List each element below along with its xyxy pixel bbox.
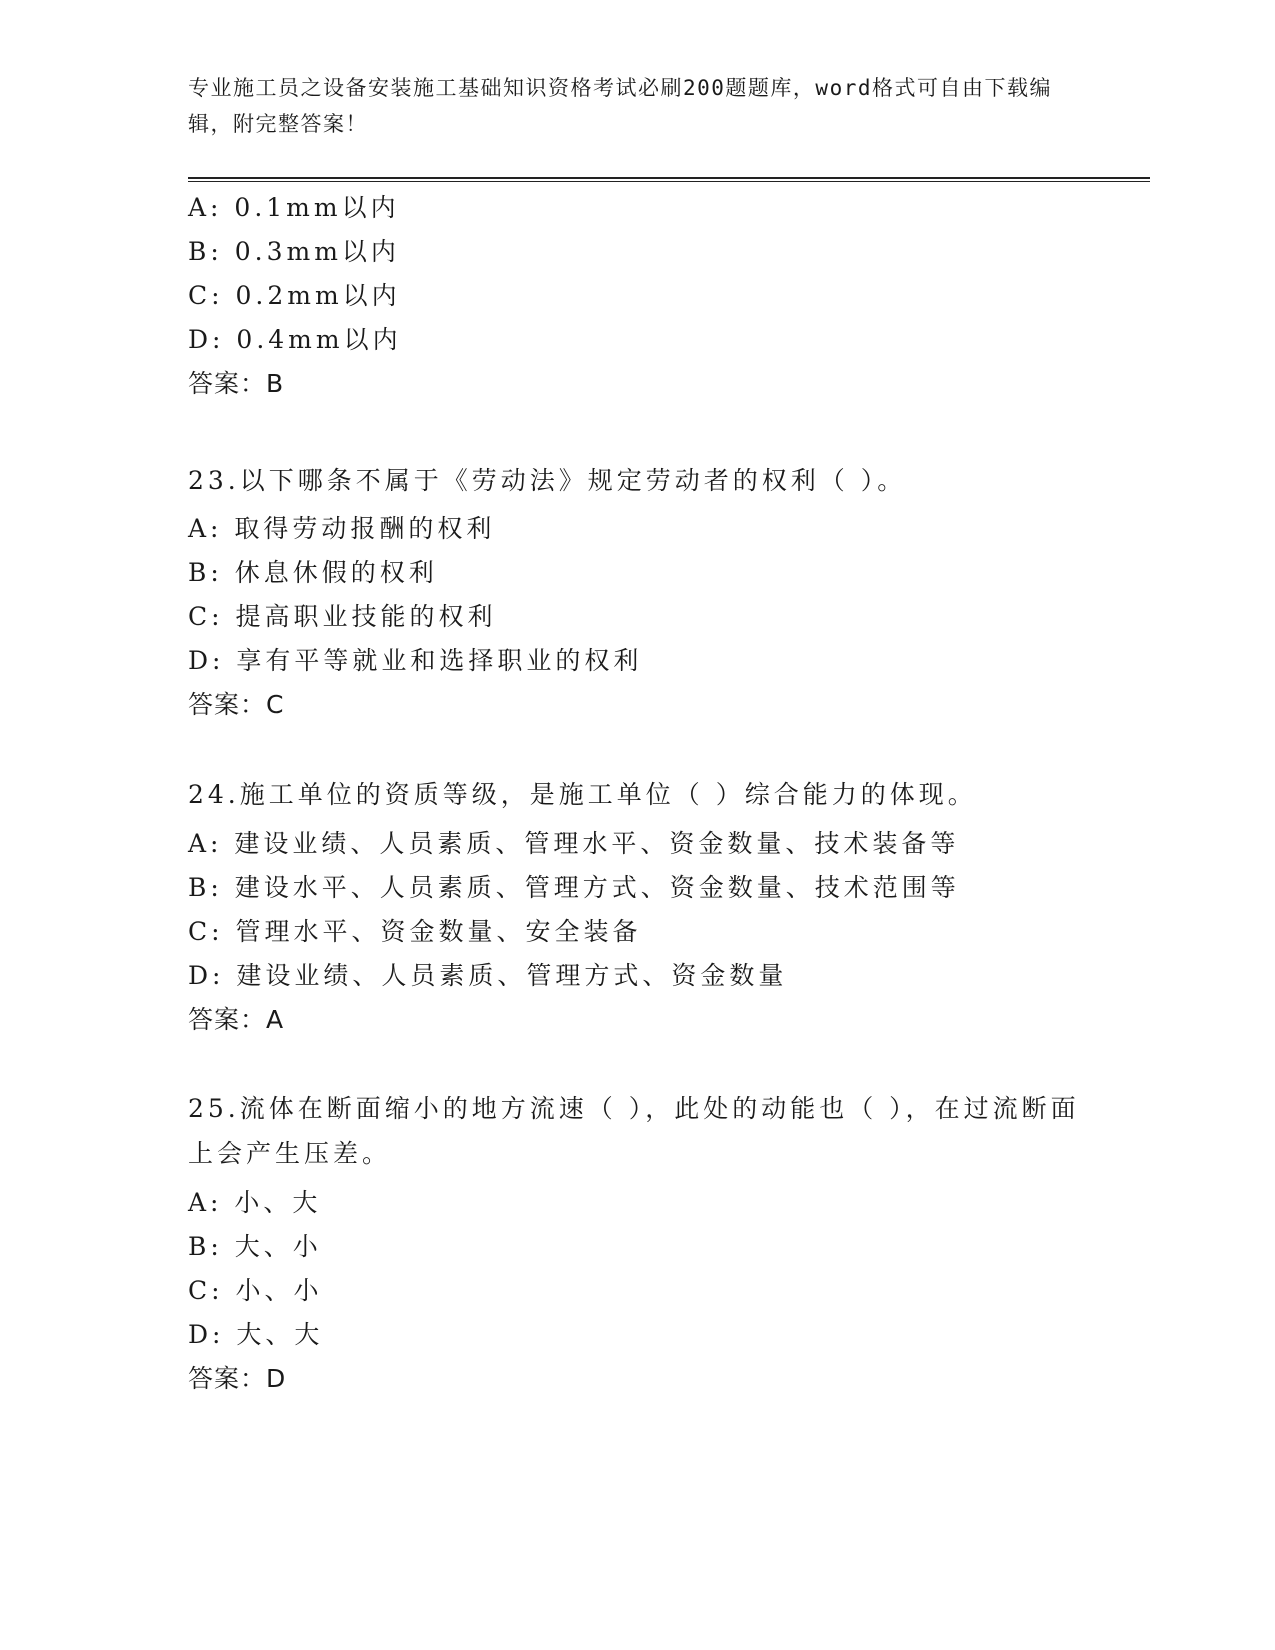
- question-text: 25.流体在断面缩小的地方流速（ ），此处的动能也（ ），在过流断面上会产生压差。: [188, 1094, 1080, 1168]
- option-b: B: 大、小: [188, 1232, 322, 1261]
- question-text: 23.以下哪条不属于《劳动法》规定劳动者的权利（ ）。: [188, 466, 907, 495]
- option-c: C: 提高职业技能的权利: [188, 602, 497, 631]
- option-d: D: 大、大: [188, 1320, 324, 1349]
- answer-line: 答案：A: [188, 1005, 285, 1034]
- answer-line: 答案：B: [188, 369, 285, 398]
- option-d: D: 建设业绩、人员素质、管理方式、资金数量: [188, 961, 788, 990]
- document-header: 专业施工员之设备安装施工基础知识资格考试必刷200题题库，word格式可自由下载编辑，附完整答案！: [188, 76, 1052, 136]
- option-b: B: 0.3mm以内: [188, 237, 400, 266]
- answer-line: 答案：D: [188, 1364, 287, 1393]
- question-text: 24.施工单位的资质等级，是施工单位（ ）综合能力的体现。: [188, 780, 977, 809]
- option-a: A: 小、大: [188, 1188, 322, 1217]
- option-a: A: 0.1mm以内: [188, 193, 400, 222]
- option-a: A: 取得劳动报酬的权利: [188, 514, 496, 543]
- option-c: C: 0.2mm以内: [188, 281, 401, 310]
- option-c: C: 小、小: [188, 1276, 323, 1305]
- option-d: D: 0.4mm以内: [188, 325, 402, 354]
- answer-line: 答案：C: [188, 690, 285, 719]
- option-b: B: 休息休假的权利: [188, 558, 438, 587]
- option-d: D: 享有平等就业和选择职业的权利: [188, 646, 643, 675]
- option-b: B: 建设水平、人员素质、管理方式、资金数量、技术范围等: [188, 873, 960, 902]
- option-a: A: 建设业绩、人员素质、管理水平、资金数量、技术装备等: [188, 829, 960, 858]
- option-c: C: 管理水平、资金数量、安全装备: [188, 917, 642, 946]
- header-divider: [188, 177, 1150, 182]
